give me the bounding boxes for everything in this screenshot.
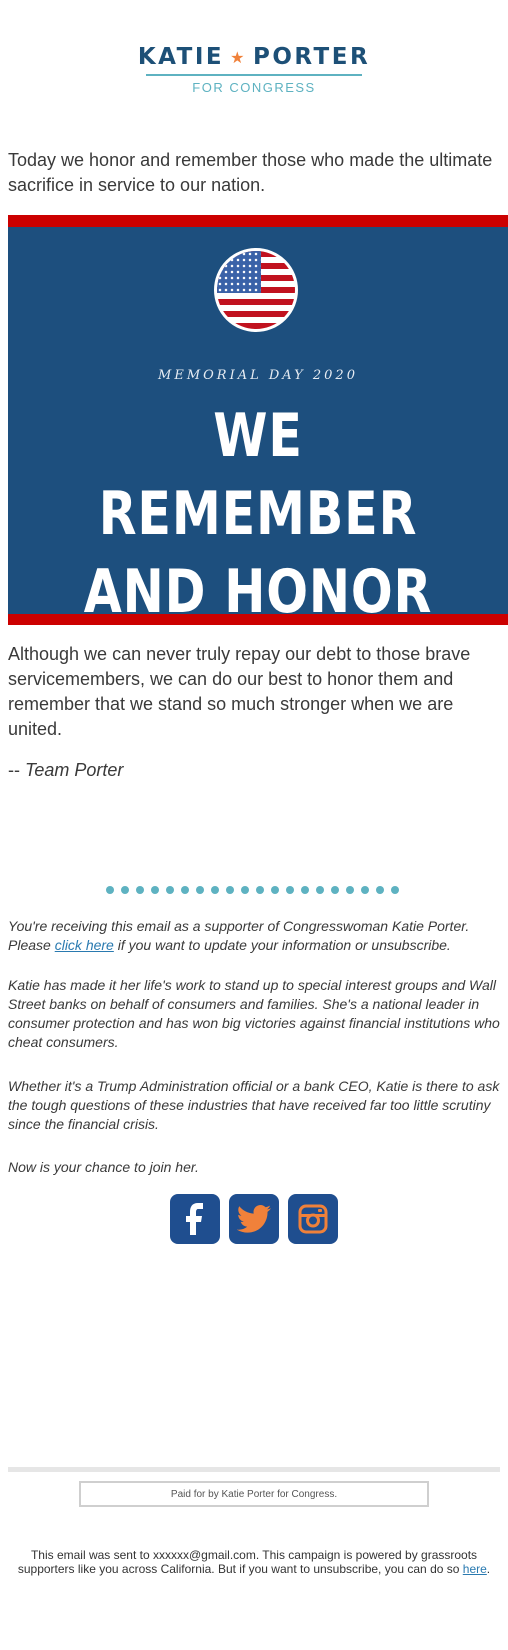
scrutiny-paragraph: Whether it's a Trump Administration official or a bank CEO, Katie is there to ask the tough questions of these industries that have received far too little scrutiny since the financial crisis. [8, 1078, 500, 1132]
facebook-button[interactable] [170, 1194, 220, 1244]
divider-dot [196, 886, 204, 894]
logo-tagline: FOR CONGRESS [192, 80, 316, 95]
divider-dot [376, 886, 384, 894]
divider-dot [241, 886, 249, 894]
divider-dot [106, 886, 114, 894]
join-text: Now is your chance to join her. [8, 1159, 199, 1175]
supporter-notice [8, 917, 502, 955]
footer-text [8, 1548, 500, 1576]
divider-dot [226, 886, 234, 894]
star-icon: ★ [230, 47, 247, 67]
social-links [170, 1194, 338, 1244]
logo-name-right: PORTER [252, 44, 371, 70]
facebook-icon [182, 1203, 208, 1235]
banner-title-line-1: WE REMEMBER [98, 401, 418, 549]
banner-title [53, 397, 463, 631]
logo-divider [146, 74, 362, 76]
divider-dot [166, 886, 174, 894]
signature [8, 760, 123, 781]
divider-dot [286, 886, 294, 894]
unsubscribe-link[interactable]: here [462, 1562, 487, 1576]
divider-dot [316, 886, 324, 894]
body-paragraph: Although we can never truly repay our debt to those brave servicemembers, we can do our best to honor them and remember that we stand so much stronger when we are united. [8, 644, 471, 739]
supporter-notice-text: You're receiving this email as a supporter of Congresswoman Katie Porter. Please [8, 918, 470, 953]
footer-notice: This email was sent to xxxxxx@gmail.com. This campaign is powered by grassroots supporters like you across California. But if you want to unsubscribe, you can do so [17, 1548, 478, 1576]
divider-dot [211, 886, 219, 894]
signature-name: Team Porter [25, 760, 124, 780]
logo-name-left: KATIE [137, 44, 225, 70]
footer-period: . [486, 1562, 491, 1576]
bio-paragraph: Katie has made it her life's work to stand up to special interest groups and Wall Street banks on behalf of consumers and families. She's a national leader in consumer protection and has won big victories against financial institutions who cheat consumers. [8, 977, 500, 1050]
banner-subtitle: MEMORIAL DAY 2020 [158, 368, 358, 383]
divider-dot [361, 886, 369, 894]
divider-dot [151, 886, 159, 894]
divider-dot [271, 886, 279, 894]
divider-dot [121, 886, 129, 894]
divider-dot [136, 886, 144, 894]
divider-dot [331, 886, 339, 894]
banner-title-line-2: AND HONOR [83, 557, 433, 627]
divider-dot [301, 886, 309, 894]
divider-dot [256, 886, 264, 894]
intro-text: Today we honor and remember those who made the ultimate sacrifice in service to our nation. [8, 150, 493, 195]
logo-wordmark [138, 44, 370, 70]
paid-for-disclaimer: Paid for by Katie Porter for Congress. [79, 1481, 429, 1507]
divider-dot [346, 886, 354, 894]
update-info-link[interactable]: click here [54, 937, 114, 953]
divider-dot [391, 886, 399, 894]
twitter-button[interactable] [229, 1194, 279, 1244]
supporter-notice-text-end: if you want to update your information or unsubscribe. [117, 937, 451, 953]
twitter-icon [237, 1205, 271, 1233]
dotted-divider [106, 886, 399, 894]
instagram-button[interactable] [288, 1194, 338, 1244]
us-flag-icon [214, 248, 298, 332]
logo [0, 44, 508, 95]
footer-divider [8, 1467, 500, 1472]
divider-dot [181, 886, 189, 894]
signature-prefix: -- [8, 760, 20, 780]
flag-canton [217, 251, 261, 293]
memorial-day-banner [8, 215, 508, 625]
instagram-icon [298, 1204, 328, 1234]
